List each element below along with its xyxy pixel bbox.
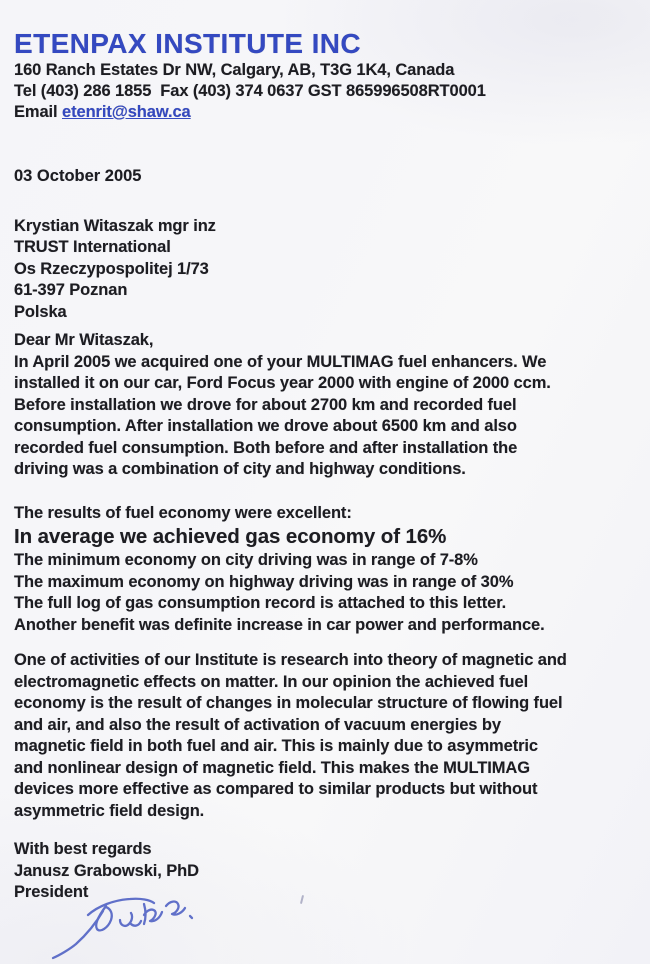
email-label: Email	[14, 103, 63, 121]
recipient-line: Polska	[14, 302, 67, 321]
results-intro: The results of fuel economy were excellent:	[14, 503, 352, 522]
letterhead	[0, 0, 650, 123]
theory-paragraph-line: economy is the result of changes in molecular structure of flowing fuel	[14, 694, 563, 712]
theory-paragraph-line: devices more effective as compared to similar products but without	[14, 780, 538, 798]
recipient-block	[14, 216, 650, 324]
intro-paragraph	[14, 330, 650, 481]
results-line: The minimum economy on city driving was in range of 7-8%	[14, 551, 478, 569]
handwritten-signature	[40, 891, 220, 963]
theory-paragraph-line: magnetic field in both fuel and air. This is mainly due to asymmetric	[14, 737, 538, 755]
salutation: Dear Mr Witaszak,	[14, 331, 154, 349]
email-link[interactable]: etenrit@shaw.ca	[62, 103, 191, 121]
closing-line: Janusz Grabowski, PhD	[14, 861, 199, 880]
company-tel-fax: Tel (403) 286 1855 Fax (403) 374 0637 GST 865996508RT0001	[14, 82, 486, 100]
results-section	[14, 503, 650, 637]
intro-paragraph-line: recorded fuel consumption. Both before and after installation the	[14, 438, 518, 457]
recipient-line: Krystian Witaszak mgr inz	[14, 216, 216, 235]
signature-ink-icon	[40, 891, 220, 963]
theory-paragraph	[14, 650, 650, 822]
company-name: ETENPAX INSTITUTE INC	[14, 28, 362, 59]
results-line: The full log of gas consumption record is attached to this letter.	[14, 594, 507, 612]
closing-line: With best regards	[14, 840, 152, 858]
theory-paragraph-line: and air, and also the result of activation of vacuum energies by	[14, 715, 501, 734]
theory-paragraph-line: One of activities of our Institute is research into theory of magnetic and	[14, 651, 567, 669]
closing-line: President	[14, 883, 89, 901]
results-lines	[14, 550, 650, 636]
recipient-line: TRUST International	[14, 238, 171, 256]
company-address: 160 Ranch Estates Dr NW, Calgary, AB, T3G 1K4, Canada	[14, 61, 455, 79]
intro-paragraph-line: consumption. After installation we drove about 6500 km and also	[14, 417, 517, 435]
letter-date: 03 October 2005	[14, 167, 142, 185]
recipient-line: 61-397 Poznan	[14, 281, 128, 299]
recipient-line: Os Rzeczypospolitej 1/73	[14, 259, 209, 278]
intro-paragraph-line: installed it on our car, Ford Focus year 2000 with engine of 2000 ccm.	[14, 374, 551, 392]
results-line: Another benefit was definite increase in car power and performance.	[14, 615, 545, 634]
results-highlight: In average we achieved gas economy of 16%	[14, 525, 447, 548]
theory-paragraph-line: and nonlinear design of magnetic field. This makes the MULTIMAG	[14, 758, 530, 777]
company-email-line	[14, 102, 650, 123]
intro-paragraph-line: driving was a combination of city and highway conditions.	[14, 460, 466, 478]
results-line: The maximum economy on highway driving was in range of 30%	[14, 572, 514, 591]
theory-paragraph-line: asymmetric field design.	[14, 801, 205, 820]
letter-body	[14, 330, 650, 904]
intro-paragraph-lines	[14, 352, 650, 481]
intro-paragraph-line: Before installation we drove for about 2700 km and recorded fuel	[14, 395, 517, 414]
theory-paragraph-line: electromagnetic effects on matter. In our opinion the achieved fuel	[14, 672, 529, 691]
intro-paragraph-line: In April 2005 we acquired one of your MULTIMAG fuel enhancers. We	[14, 352, 547, 371]
